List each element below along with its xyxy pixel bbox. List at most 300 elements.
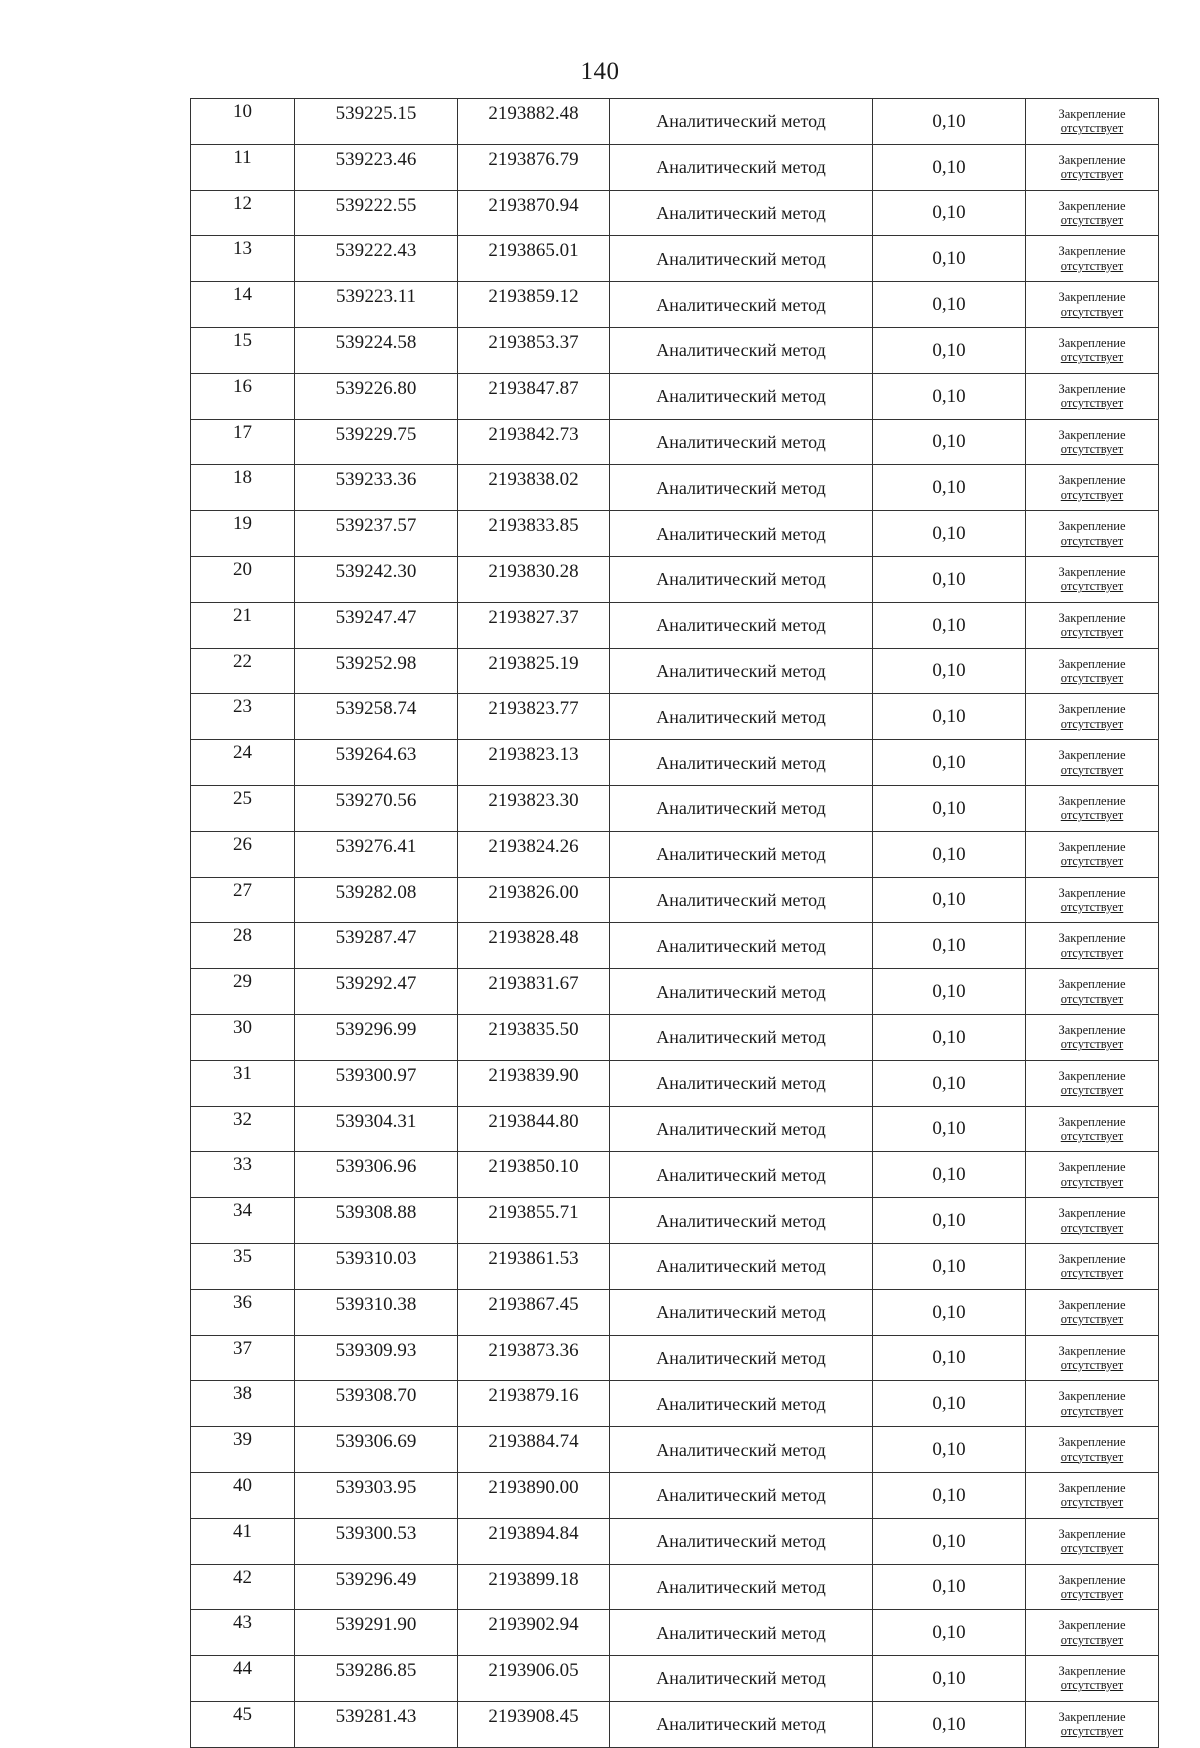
y-coordinate-cell: 2193828.48 [458, 923, 610, 969]
x-coordinate-cell: 539287.47 [295, 923, 458, 969]
method-cell: Аналитический метод [610, 419, 873, 465]
fixing-status-cell [1026, 465, 1159, 511]
point-number-cell: 14 [191, 282, 295, 328]
point-number-cell: 25 [191, 785, 295, 831]
y-coordinate-cell: 2193839.90 [458, 1060, 610, 1106]
fixing-status-line2: отсутствует [1060, 1449, 1124, 1464]
y-coordinate-cell: 2193870.94 [458, 190, 610, 236]
accuracy-cell: 0,10 [873, 602, 1026, 648]
point-number-cell: 33 [191, 1152, 295, 1198]
fixing-status-cell [1026, 144, 1159, 190]
table-row [191, 1381, 1159, 1427]
fixing-status-cell [1026, 1656, 1159, 1702]
x-coordinate-cell: 539242.30 [295, 556, 458, 602]
fixing-status-cell [1026, 556, 1159, 602]
accuracy-cell: 0,10 [873, 1335, 1026, 1381]
method-cell: Аналитический метод [610, 1289, 873, 1335]
fixing-status-line1: Закрепление [1058, 564, 1126, 579]
x-coordinate-cell: 539281.43 [295, 1701, 458, 1747]
fixing-status-line1: Закрепление [1058, 1572, 1126, 1587]
y-coordinate-cell: 2193826.00 [458, 877, 610, 923]
table-row [191, 556, 1159, 602]
point-number-cell: 39 [191, 1427, 295, 1473]
point-number-cell: 28 [191, 923, 295, 969]
point-number-cell: 15 [191, 327, 295, 373]
accuracy-cell: 0,10 [873, 419, 1026, 465]
x-coordinate-cell: 539233.36 [295, 465, 458, 511]
fixing-status-cell [1026, 648, 1159, 694]
y-coordinate-cell: 2193876.79 [458, 144, 610, 190]
fixing-status-line2: отсутствует [1060, 899, 1124, 914]
accuracy-cell: 0,10 [873, 373, 1026, 419]
method-cell: Аналитический метод [610, 923, 873, 969]
x-coordinate-cell: 539306.96 [295, 1152, 458, 1198]
accuracy-cell: 0,10 [873, 327, 1026, 373]
y-coordinate-cell: 2193882.48 [458, 99, 610, 145]
fixing-status-cell [1026, 1381, 1159, 1427]
fixing-status-line1: Закрепление [1058, 1389, 1126, 1404]
point-number-cell: 23 [191, 694, 295, 740]
accuracy-cell: 0,10 [873, 1656, 1026, 1702]
fixing-status-line2: отсутствует [1060, 1357, 1124, 1372]
table-row [191, 1335, 1159, 1381]
fixing-status-line1: Закрепление [1058, 931, 1126, 946]
accuracy-cell: 0,10 [873, 1518, 1026, 1564]
y-coordinate-cell: 2193850.10 [458, 1152, 610, 1198]
point-number-cell: 40 [191, 1472, 295, 1518]
x-coordinate-cell: 539304.31 [295, 1106, 458, 1152]
y-coordinate-cell: 2193899.18 [458, 1564, 610, 1610]
fixing-status-line1: Закрепление [1058, 336, 1126, 350]
table-row [191, 1152, 1159, 1198]
y-coordinate-cell: 2193859.12 [458, 282, 610, 328]
x-coordinate-cell: 539308.88 [295, 1198, 458, 1244]
fixing-status-line2: отсутствует [1060, 533, 1124, 548]
fixing-status-line1: Закрепление [1058, 1343, 1126, 1358]
point-number-cell: 13 [191, 236, 295, 282]
fixing-status-line1: Закрепление [1058, 702, 1126, 717]
method-cell: Аналитический метод [610, 648, 873, 694]
y-coordinate-cell: 2193838.02 [458, 465, 610, 511]
point-number-cell: 21 [191, 602, 295, 648]
method-cell: Аналитический метод [610, 1518, 873, 1564]
fixing-status-line2: отсутствует [1060, 1403, 1124, 1418]
accuracy-cell: 0,10 [873, 831, 1026, 877]
method-cell: Аналитический метод [610, 1198, 873, 1244]
fixing-status-line1: Закрепление [1058, 1022, 1126, 1037]
accuracy-cell: 0,10 [873, 1152, 1026, 1198]
table-row [191, 1701, 1159, 1747]
table-row [191, 190, 1159, 236]
accuracy-cell: 0,10 [873, 1701, 1026, 1747]
coordinates-table [190, 98, 1159, 1748]
y-coordinate-cell: 2193861.53 [458, 1243, 610, 1289]
fixing-status-line2: отсутствует [1060, 121, 1124, 136]
y-coordinate-cell: 2193842.73 [458, 419, 610, 465]
table-row [191, 877, 1159, 923]
fixing-status-line1: Закрепление [1058, 1480, 1126, 1495]
x-coordinate-cell: 539296.49 [295, 1564, 458, 1610]
point-number-cell: 24 [191, 740, 295, 786]
fixing-status-line2: отсутствует [1060, 1266, 1124, 1281]
fixing-status-cell [1026, 1335, 1159, 1381]
accuracy-cell: 0,10 [873, 1060, 1026, 1106]
point-number-cell: 16 [191, 373, 295, 419]
fixing-status-line1: Закрепление [1058, 1709, 1126, 1724]
y-coordinate-cell: 2193906.05 [458, 1656, 610, 1702]
accuracy-cell: 0,10 [873, 1472, 1026, 1518]
accuracy-cell: 0,10 [873, 190, 1026, 236]
fixing-status-line1: Закрепление [1058, 1206, 1126, 1221]
fixing-status-cell [1026, 1014, 1159, 1060]
point-number-cell: 11 [191, 144, 295, 190]
point-number-cell: 22 [191, 648, 295, 694]
point-number-cell: 27 [191, 877, 295, 923]
table-row [191, 1610, 1159, 1656]
accuracy-cell: 0,10 [873, 144, 1026, 190]
accuracy-cell: 0,10 [873, 1564, 1026, 1610]
fixing-status-line2: отсутствует [1060, 1678, 1124, 1693]
method-cell: Аналитический метод [610, 236, 873, 282]
fixing-status-line2: отсутствует [1060, 1541, 1124, 1556]
method-cell: Аналитический метод [610, 556, 873, 602]
x-coordinate-cell: 539270.56 [295, 785, 458, 831]
fixing-status-line1: Закрепление [1058, 244, 1126, 259]
fixing-status-cell [1026, 1106, 1159, 1152]
fixing-status-line2: отсутствует [1060, 1174, 1124, 1189]
point-number-cell: 32 [191, 1106, 295, 1152]
table-row [191, 144, 1159, 190]
point-number-cell: 41 [191, 1518, 295, 1564]
accuracy-cell: 0,10 [873, 99, 1026, 145]
x-coordinate-cell: 539276.41 [295, 831, 458, 877]
accuracy-cell: 0,10 [873, 694, 1026, 740]
y-coordinate-cell: 2193825.19 [458, 648, 610, 694]
y-coordinate-cell: 2193833.85 [458, 511, 610, 557]
fixing-status-line1: Закрепление [1058, 107, 1126, 122]
accuracy-cell: 0,10 [873, 877, 1026, 923]
method-cell: Аналитический метод [610, 602, 873, 648]
table-row [191, 1060, 1159, 1106]
table-row [191, 465, 1159, 511]
fixing-status-line1: Закрепление [1058, 885, 1126, 900]
x-coordinate-cell: 539310.38 [295, 1289, 458, 1335]
y-coordinate-cell: 2193865.01 [458, 236, 610, 282]
point-number-cell: 18 [191, 465, 295, 511]
fixing-status-line1: Закрепление [1058, 473, 1126, 488]
fixing-status-cell [1026, 785, 1159, 831]
fixing-status-cell [1026, 831, 1159, 877]
table-row [191, 1472, 1159, 1518]
point-number-cell: 34 [191, 1198, 295, 1244]
fixing-status-line1: Закрепление [1058, 152, 1126, 167]
x-coordinate-cell: 539258.74 [295, 694, 458, 740]
fixing-status-cell [1026, 1564, 1159, 1610]
accuracy-cell: 0,10 [873, 1198, 1026, 1244]
table-row [191, 327, 1159, 373]
point-number-cell: 20 [191, 556, 295, 602]
fixing-status-line2: отсутствует [1060, 258, 1124, 273]
fixing-status-cell [1026, 877, 1159, 923]
method-cell: Аналитический метод [610, 1427, 873, 1473]
y-coordinate-cell: 2193823.30 [458, 785, 610, 831]
method-cell: Аналитический метод [610, 1564, 873, 1610]
y-coordinate-cell: 2193855.71 [458, 1198, 610, 1244]
y-coordinate-cell: 2193847.87 [458, 373, 610, 419]
fixing-status-cell [1026, 190, 1159, 236]
x-coordinate-cell: 539229.75 [295, 419, 458, 465]
table-row [191, 511, 1159, 557]
coordinates-table-body [191, 99, 1159, 1748]
table-row [191, 1656, 1159, 1702]
y-coordinate-cell: 2193867.45 [458, 1289, 610, 1335]
method-cell: Аналитический метод [610, 1701, 873, 1747]
fixing-status-cell [1026, 236, 1159, 282]
y-coordinate-cell: 2193823.13 [458, 740, 610, 786]
fixing-status-cell [1026, 1518, 1159, 1564]
fixing-status-line1: Закрепление [1058, 748, 1126, 763]
table-row [191, 969, 1159, 1015]
y-coordinate-cell: 2193894.84 [458, 1518, 610, 1564]
fixing-status-line2: отсутствует [1060, 1312, 1124, 1327]
x-coordinate-cell: 539303.95 [295, 1472, 458, 1518]
table-row [191, 1106, 1159, 1152]
fixing-status-cell [1026, 694, 1159, 740]
fixing-status-cell [1026, 1701, 1159, 1747]
accuracy-cell: 0,10 [873, 1610, 1026, 1656]
x-coordinate-cell: 539222.43 [295, 236, 458, 282]
x-coordinate-cell: 539300.97 [295, 1060, 458, 1106]
y-coordinate-cell: 2193830.28 [458, 556, 610, 602]
y-coordinate-cell: 2193835.50 [458, 1014, 610, 1060]
x-coordinate-cell: 539223.11 [295, 282, 458, 328]
method-cell: Аналитический метод [610, 144, 873, 190]
x-coordinate-cell: 539296.99 [295, 1014, 458, 1060]
fixing-status-cell [1026, 373, 1159, 419]
accuracy-cell: 0,10 [873, 1289, 1026, 1335]
fixing-status-cell [1026, 511, 1159, 557]
method-cell: Аналитический метод [610, 190, 873, 236]
table-row [191, 740, 1159, 786]
method-cell: Аналитический метод [610, 1152, 873, 1198]
point-number-cell: 10 [191, 99, 295, 145]
accuracy-cell: 0,10 [873, 1106, 1026, 1152]
y-coordinate-cell: 2193908.45 [458, 1701, 610, 1747]
x-coordinate-cell: 539300.53 [295, 1518, 458, 1564]
accuracy-cell: 0,10 [873, 282, 1026, 328]
method-cell: Аналитический метод [610, 831, 873, 877]
fixing-status-line2: отсутствует [1060, 991, 1124, 1006]
fixing-status-line1: Закрепление [1058, 1664, 1126, 1679]
accuracy-cell: 0,10 [873, 1381, 1026, 1427]
accuracy-cell: 0,10 [873, 969, 1026, 1015]
x-coordinate-cell: 539224.58 [295, 327, 458, 373]
point-number-cell: 36 [191, 1289, 295, 1335]
y-coordinate-cell: 2193827.37 [458, 602, 610, 648]
fixing-status-cell [1026, 1610, 1159, 1656]
table-row [191, 923, 1159, 969]
x-coordinate-cell: 539282.08 [295, 877, 458, 923]
point-number-cell: 37 [191, 1335, 295, 1381]
accuracy-cell: 0,10 [873, 465, 1026, 511]
table-row [191, 831, 1159, 877]
fixing-status-line2: отсутствует [1060, 670, 1124, 685]
fixing-status-cell [1026, 1152, 1159, 1198]
fixing-status-line1: Закрепление [1058, 1297, 1126, 1312]
table-row [191, 99, 1159, 145]
method-cell: Аналитический метод [610, 1656, 873, 1702]
x-coordinate-cell: 539310.03 [295, 1243, 458, 1289]
fixing-status-line1: Закрепление [1058, 610, 1126, 625]
fixing-status-line1: Закрепление [1058, 290, 1126, 305]
accuracy-cell: 0,10 [873, 236, 1026, 282]
fixing-status-line2: отсутствует [1060, 1128, 1124, 1143]
method-cell: Аналитический метод [610, 877, 873, 923]
fixing-status-cell [1026, 969, 1159, 1015]
page-number: 140 [580, 58, 620, 85]
fixing-status-line1: Закрепление [1058, 519, 1126, 534]
fixing-status-line2: отсутствует [1060, 1632, 1124, 1647]
fixing-status-cell [1026, 1427, 1159, 1473]
x-coordinate-cell: 539309.93 [295, 1335, 458, 1381]
fixing-status-line1: Закрепление [1058, 1114, 1126, 1129]
x-coordinate-cell: 539252.98 [295, 648, 458, 694]
point-number-cell: 26 [191, 831, 295, 877]
accuracy-cell: 0,10 [873, 1427, 1026, 1473]
method-cell: Аналитический метод [610, 740, 873, 786]
method-cell: Аналитический метод [610, 1381, 873, 1427]
fixing-status-cell [1026, 1472, 1159, 1518]
fixing-status-line1: Закрепление [1058, 1251, 1126, 1266]
fixing-status-line1: Закрепление [1058, 656, 1126, 671]
method-cell: Аналитический метод [610, 969, 873, 1015]
fixing-status-line2: отсутствует [1060, 854, 1124, 869]
fixing-status-line2: отсутствует [1060, 762, 1124, 777]
method-cell: Аналитический метод [610, 465, 873, 511]
x-coordinate-cell: 539291.90 [295, 1610, 458, 1656]
fixing-status-line2: отсутствует [1060, 396, 1124, 411]
method-cell: Аналитический метод [610, 785, 873, 831]
fixing-status-line1: Закрепление [1058, 1435, 1126, 1450]
table-row [191, 373, 1159, 419]
fixing-status-line1: Закрепление [1058, 977, 1126, 992]
x-coordinate-cell: 539237.57 [295, 511, 458, 557]
fixing-status-cell [1026, 1289, 1159, 1335]
method-cell: Аналитический метод [610, 1014, 873, 1060]
y-coordinate-cell: 2193823.77 [458, 694, 610, 740]
table-row [191, 1427, 1159, 1473]
fixing-status-line1: Закрепление [1058, 793, 1126, 808]
method-cell: Аналитический метод [610, 1060, 873, 1106]
fixing-status-line2: отсутствует [1060, 350, 1124, 365]
method-cell: Аналитический метод [610, 511, 873, 557]
fixing-status-line2: отсутствует [1060, 1037, 1124, 1052]
fixing-status-line2: отсутствует [1060, 212, 1124, 227]
point-number-cell: 19 [191, 511, 295, 557]
fixing-status-line2: отсутствует [1060, 1220, 1124, 1235]
y-coordinate-cell: 2193884.74 [458, 1427, 610, 1473]
point-number-cell: 30 [191, 1014, 295, 1060]
fixing-status-line2: отсутствует [1060, 167, 1124, 182]
y-coordinate-cell: 2193853.37 [458, 327, 610, 373]
table-row [191, 602, 1159, 648]
table-row [191, 1289, 1159, 1335]
method-cell: Аналитический метод [610, 1472, 873, 1518]
method-cell: Аналитический метод [610, 99, 873, 145]
table-row [191, 1198, 1159, 1244]
fixing-status-cell [1026, 1198, 1159, 1244]
fixing-status-line2: отсутствует [1060, 441, 1124, 456]
accuracy-cell: 0,10 [873, 740, 1026, 786]
x-coordinate-cell: 539223.46 [295, 144, 458, 190]
accuracy-cell: 0,10 [873, 785, 1026, 831]
fixing-status-line1: Закрепление [1058, 1160, 1126, 1175]
method-cell: Аналитический метод [610, 327, 873, 373]
fixing-status-line1: Закрепление [1058, 381, 1126, 396]
x-coordinate-cell: 539225.15 [295, 99, 458, 145]
table-row [191, 648, 1159, 694]
x-coordinate-cell: 539308.70 [295, 1381, 458, 1427]
y-coordinate-cell: 2193879.16 [458, 1381, 610, 1427]
method-cell: Аналитический метод [610, 694, 873, 740]
x-coordinate-cell: 539306.69 [295, 1427, 458, 1473]
fixing-status-line1: Закрепление [1058, 1618, 1126, 1633]
x-coordinate-cell: 539286.85 [295, 1656, 458, 1702]
fixing-status-line2: отсутствует [1060, 1724, 1124, 1739]
method-cell: Аналитический метод [610, 373, 873, 419]
table-row [191, 236, 1159, 282]
fixing-status-cell [1026, 99, 1159, 145]
method-cell: Аналитический метод [610, 1243, 873, 1289]
fixing-status-line2: отсутствует [1060, 487, 1124, 502]
point-number-cell: 44 [191, 1656, 295, 1702]
fixing-status-cell [1026, 602, 1159, 648]
point-number-cell: 31 [191, 1060, 295, 1106]
fixing-status-line2: отсутствует [1060, 304, 1124, 319]
method-cell: Аналитический метод [610, 1106, 873, 1152]
fixing-status-line1: Закрепление [1058, 1068, 1126, 1083]
fixing-status-line2: отсутствует [1060, 945, 1124, 960]
table-row [191, 1243, 1159, 1289]
point-number-cell: 42 [191, 1564, 295, 1610]
fixing-status-line1: Закрепление [1058, 839, 1126, 854]
fixing-status-cell [1026, 1243, 1159, 1289]
fixing-status-cell [1026, 740, 1159, 786]
fixing-status-line2: отсутствует [1060, 1495, 1124, 1510]
fixing-status-cell [1026, 1060, 1159, 1106]
fixing-status-line2: отсутствует [1060, 716, 1124, 731]
accuracy-cell: 0,10 [873, 1243, 1026, 1289]
table-row [191, 1564, 1159, 1610]
method-cell: Аналитический метод [610, 1335, 873, 1381]
fixing-status-cell [1026, 419, 1159, 465]
accuracy-cell: 0,10 [873, 1014, 1026, 1060]
fixing-status-cell [1026, 282, 1159, 328]
x-coordinate-cell: 539226.80 [295, 373, 458, 419]
fixing-status-line2: отсутствует [1060, 579, 1124, 594]
fixing-status-line2: отсутствует [1060, 625, 1124, 640]
x-coordinate-cell: 539264.63 [295, 740, 458, 786]
accuracy-cell: 0,10 [873, 511, 1026, 557]
table-row [191, 694, 1159, 740]
point-number-cell: 29 [191, 969, 295, 1015]
accuracy-cell: 0,10 [873, 648, 1026, 694]
method-cell: Аналитический метод [610, 282, 873, 328]
x-coordinate-cell: 539222.55 [295, 190, 458, 236]
x-coordinate-cell: 539247.47 [295, 602, 458, 648]
x-coordinate-cell: 539292.47 [295, 969, 458, 1015]
table-row [191, 1014, 1159, 1060]
